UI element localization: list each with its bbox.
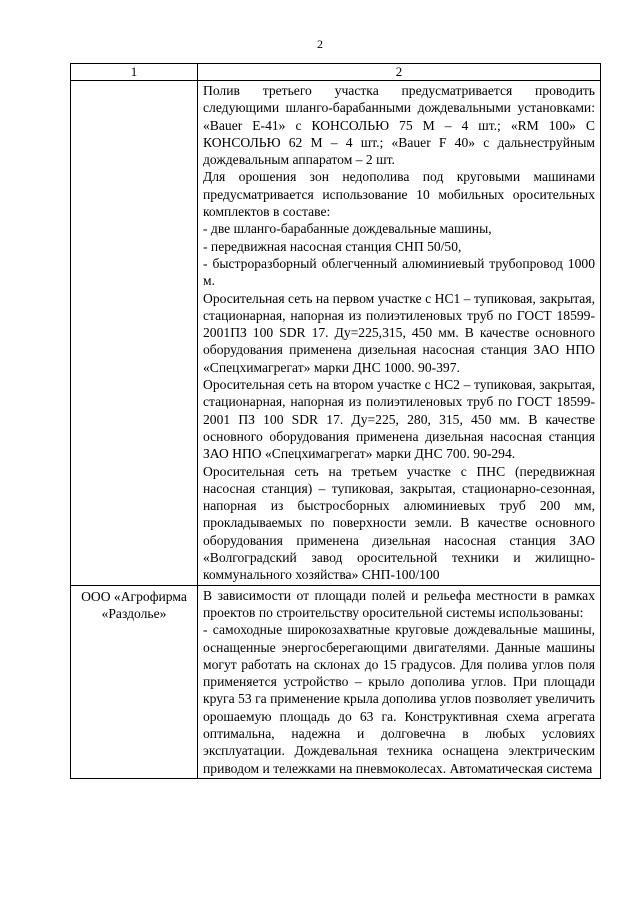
column-header-1: 1 xyxy=(71,64,198,81)
list-item: - две шланго-барабанные дождевальные машины, xyxy=(203,221,492,237)
paragraph: Оросительная сеть на третьем участке с ПНС (передвижная насосная станция) – тупиковая, закрытая, стационарно-сезонная, напорная из быстросборных алюминиевых труб 200 мм, прокладываемых по поверхности земли. В качестве основного оборудования применена дизельная насосная станция ЗАО «Волгоградский завод оросительной техники и жилищно-коммунального хозяйства» СНП-100/100 xyxy=(203,463,595,583)
table-row xyxy=(71,585,601,778)
column-header-2: 2 xyxy=(198,64,601,81)
table-header-row xyxy=(71,64,601,81)
org-name-cell xyxy=(71,81,198,586)
list-item: - передвижная насосная станция СНП 50/50, xyxy=(203,238,462,254)
paragraph: Оросительная сеть на втором участке с НС2 – тупиковая, закрытая, стационарная, напорная из полиэтиленовых труб по ГОСТ 18599-2001 ПЗ 100 SDR 17. Ду=225, 280, 315, 450 мм. В качестве основного оборудования применена дизельная насосная станция ЗАО НПО «Спецхимагрегат» марки ДНС 700. 90-294. xyxy=(203,377,595,462)
paragraph: В зависимости от площади полей и рельефа местности в рамках проектов по строительству оросительной системы использованы: xyxy=(203,587,595,620)
paragraph: Оросительная сеть на первом участке с НС1 – тупиковая, закрытая, стационарная, напорная из полиэтиленовых труб по ГОСТ 18599-2001ПЗ 100 SDR 17. Ду=225,315, 450 мм. В качестве основного оборудования применена дизельная насосная станция ЗАО НПО «Спецхимагрегат» марки ДНС 1000. 90-397. xyxy=(203,290,595,375)
org-name-cell: ООО «Агрофирма «Раздолье» xyxy=(71,585,198,778)
description-cell xyxy=(198,81,601,586)
content-table xyxy=(70,63,601,779)
paragraph: Полив третьего участка предусматривается проводить следующими шланго-барабанными дождевальными установками: «Bauer E-41» с КОНСОЛЬЮ 75 М – 4 шт.; «RM 100» С КОНСОЛЬЮ 62 М – 4 шт.; «Bauer F 40» с дальнеструйным дождевальным аппаратом – 2 шт. xyxy=(203,83,595,168)
list-item: - быстроразборный облегченный алюминиевый трубопровод 1000 м. xyxy=(203,255,595,289)
page-number: 2 xyxy=(317,37,323,51)
description-cell xyxy=(198,585,601,778)
list-item: - самоходные широкозахватные круговые дождевальные машины, оснащенные энергосберегающими двигателями. Данные машины могут работать на склонах до 15 градусов. Для полива углов поля применяется устройство – крыло дополива углов. При площади круга 53 га применение крыла дополива углов позволяет увеличить орошаемую площадь до 63 га. Конструктивная схема агрегата оптимальна, надежна и долговечна в любых условиях эксплуатации. Дождевальная техника оснащена электрическим приводом и тележками на пневмоколесах. Автоматическая система xyxy=(203,622,595,776)
table-row xyxy=(71,81,601,586)
paragraph: Для орошения зон недополива под круговыми машинами предусматривается использование 10 мобильных оросительных комплектов в составе: xyxy=(203,169,595,220)
